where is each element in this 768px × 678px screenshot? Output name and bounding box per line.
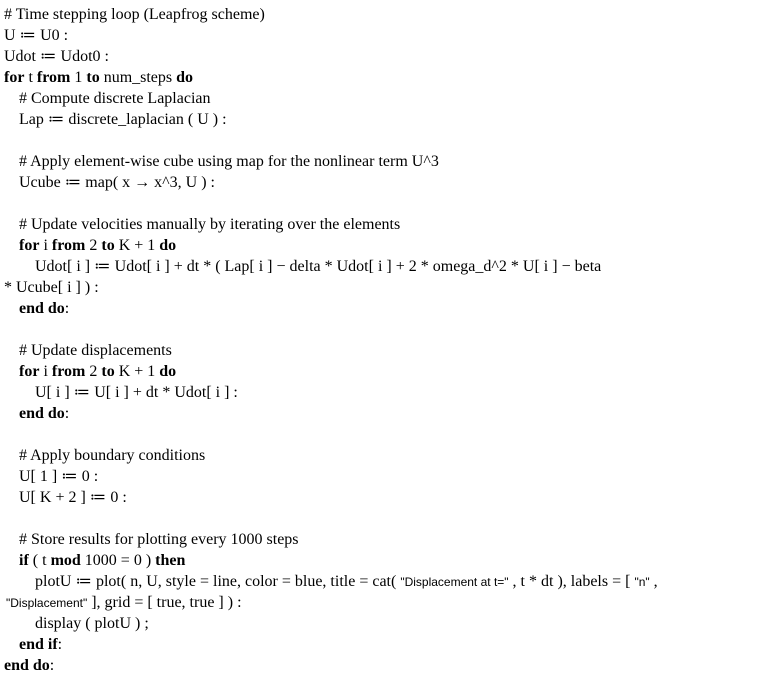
keyword-then: then xyxy=(155,552,186,569)
keyword-to: to xyxy=(86,69,100,86)
code-line: U[ 1 ] ≔ 0 : xyxy=(19,468,99,485)
code-text: : xyxy=(49,657,55,674)
code-text: : xyxy=(64,405,70,422)
plot-call-continued xyxy=(6,592,242,613)
keyword-to: to xyxy=(101,237,115,254)
code-text: 2 xyxy=(85,363,102,380)
keyword-do: do xyxy=(159,237,177,254)
code-comment: # Apply element-wise cube using map for the nonlinear term U^3 xyxy=(19,153,439,170)
keyword-for: for xyxy=(4,69,25,86)
keyword-do: do xyxy=(176,69,194,86)
code-text: 1000 = 0 ) xyxy=(80,552,156,569)
code-text: num_steps xyxy=(99,69,177,86)
code-line: Udot[ i ] ≔ Udot[ i ] + dt * ( Lap[ i ] − delta * Udot[ i ] + 2 * omega_d^2 * U[ i ] − beta xyxy=(35,258,602,275)
code-comment: # Apply boundary conditions xyxy=(19,447,206,464)
code-text: , t * dt ), labels = [ xyxy=(508,573,635,590)
code-line: Lap ≔ discrete_laplacian ( U ) : xyxy=(19,111,227,128)
code-text: , xyxy=(649,573,658,590)
keyword-end-do: end do xyxy=(19,300,65,317)
for-loop-header xyxy=(19,235,176,256)
code-line: U[ K + 2 ] ≔ 0 : xyxy=(19,489,127,506)
code-line: U[ i ] ≔ U[ i ] + dt * Udot[ i ] : xyxy=(35,384,238,401)
keyword-from: from xyxy=(51,237,86,254)
if-statement xyxy=(19,550,185,571)
end-if xyxy=(19,634,62,655)
plot-call xyxy=(35,571,658,592)
code-comment: # Store results for plotting every 1000 steps xyxy=(19,531,299,548)
code-text: K + 1 xyxy=(114,237,160,254)
keyword-from: from xyxy=(36,69,71,86)
for-loop-header xyxy=(4,67,193,88)
string-literal: "n" xyxy=(634,575,650,589)
keyword-to: to xyxy=(101,363,115,380)
code-line: * Ucube[ i ] ) : xyxy=(4,279,99,296)
code-text: 1 xyxy=(70,69,87,86)
code-text: plotU ≔ plot( n, U, style = line, color = blue, title = cat( xyxy=(35,573,401,590)
code-line: Ucube ≔ map( x → x^3, U ) : xyxy=(19,174,215,191)
keyword-for: for xyxy=(19,237,40,254)
keyword-end-if: end if xyxy=(19,636,58,653)
keyword-if: if xyxy=(19,552,29,569)
code-line: U ≔ U0 : xyxy=(4,27,69,44)
end-do xyxy=(19,403,69,424)
code-text: i xyxy=(39,237,52,254)
code-text: ], grid = [ true, true ] ) : xyxy=(87,594,242,611)
code-comment: # Update velocities manually by iterating over the elements xyxy=(19,216,401,233)
code-text: ( t xyxy=(28,552,51,569)
keyword-end-do: end do xyxy=(19,405,65,422)
code-text: 2 xyxy=(85,237,102,254)
string-literal: "Displacement at t=" xyxy=(400,575,509,589)
code-text: : xyxy=(64,300,70,317)
string-literal: "Displacement" xyxy=(6,596,88,610)
code-text: K + 1 xyxy=(114,363,160,380)
keyword-end-do: end do xyxy=(4,657,50,674)
code-comment: # Compute discrete Laplacian xyxy=(19,90,211,107)
code-line: display ( plotU ) ; xyxy=(35,615,149,632)
end-do xyxy=(4,655,54,676)
for-loop-header xyxy=(19,361,176,382)
code-comment: # Time stepping loop (Leapfrog scheme) xyxy=(4,6,265,23)
code-text: i xyxy=(39,363,52,380)
keyword-from: from xyxy=(51,363,86,380)
keyword-mod: mod xyxy=(50,552,81,569)
keyword-for: for xyxy=(19,363,40,380)
keyword-do: do xyxy=(159,363,177,380)
code-comment: # Update displacements xyxy=(19,342,172,359)
code-text: t xyxy=(24,69,37,86)
code-text: : xyxy=(57,636,63,653)
end-do xyxy=(19,298,69,319)
code-line: Udot ≔ Udot0 : xyxy=(4,48,109,65)
